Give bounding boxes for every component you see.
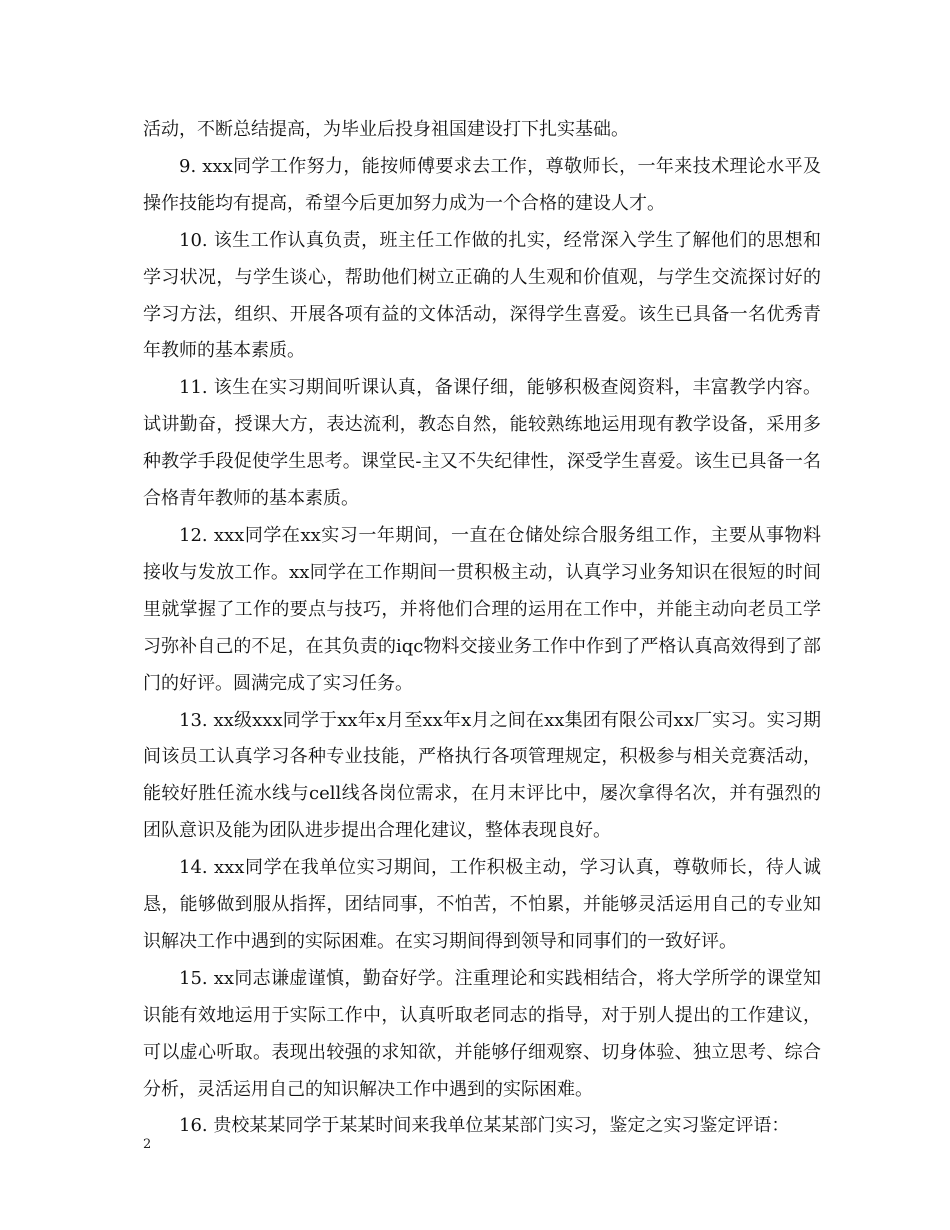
paragraph-continuation: 活动，不断总结提高，为毕业后投身祖国建设打下扎实基础。 bbox=[143, 119, 629, 140]
paragraph-item-9: 9. xxx同学工作努力，能按师傅要求去工作，尊敬师长，一年来技术理论水平及操作技能均有提高，希望今后更加努力成为一个合格的建设人才。 bbox=[143, 155, 821, 214]
paragraph-item-15: 15. xx同志谦虚谨慎，勤奋好学。注重理论和实践相结合，将大学所学的课堂知识能有效地运用于实际工作中，认真听取老同志的指导，对于别人提出的工作建议，可以虚心听取。表现出较强的求知欲，并能够仔细观察、切身体验、独立思考、综合分析，灵活运用自己的知识解决工作中遇到的实际困难。 bbox=[143, 967, 821, 1100]
paragraph-item-12: 12. xxx同学在xx实习一年期间，一直在仓储处综合服务组工作，主要从事物料接收与发放工作。xx同学在工作期间一贯积极主动，认真学习业务知识在很短的时间里就掌握了工作的要点与技巧，并将他们合理的运用在工作中，并能主动向老员工学习弥补自己的不足，在其负责的iqc物料交接业务工作中作到了严格认真高效得到了部门的好评。圆满完成了实习任务。 bbox=[143, 524, 821, 694]
document-body bbox=[143, 112, 821, 1145]
paragraph-item-11: 11. 该生在实习期间听课认真，备课仔细，能够积极查阅资料，丰富教学内容。试讲勤奋，授课大方，表达流利，教态自然，能较熟练地运用现有教学设备，采用多种教学手段促使学生思考。课堂民-主又不失纪律性，深受学生喜爱。该生已具备一名合格青年教师的基本素质。 bbox=[143, 377, 821, 510]
page-number: 2 bbox=[143, 1137, 152, 1152]
paragraph-item-16: 16. 贵校某某同学于某某时间来我单位某某部门实习，鉴定之实习鉴定评语： bbox=[179, 1115, 790, 1137]
paragraph-item-13: 13. xx级xxx同学于xx年x月至xx年x月之间在xx集团有限公司xx厂实习。实习期间该员工认真学习各种专业技能，严格执行各项管理规定，积极参与相关竞赛活动，能较好胜任流水线与cell线各岗位需求，在月末评比中，屡次拿得名次，并有强烈的团队意识及能为团队进步提出合理化建议，整体表现良好。 bbox=[143, 709, 821, 842]
paragraph-item-14: 14. xxx同学在我单位实习期间，工作积极主动，学习认真，尊敬师长，待人诚恳，能够做到服从指挥，团结同事，不怕苦，不怕累，并能够灵活运用自己的专业知识解决工作中遇到的实际困难。在实习期间得到领导和同事们的一致好评。 bbox=[143, 857, 821, 952]
paragraph-item-10: 10. 该生工作认真负责，班主任工作做的扎实，经常深入学生了解他们的思想和学习状况，与学生谈心，帮助他们树立正确的人生观和价值观，与学生交流探讨好的学习方法，组织、开展各项有益的文体活动，深得学生喜爱。该生已具备一名优秀青年教师的基本素质。 bbox=[143, 229, 821, 362]
